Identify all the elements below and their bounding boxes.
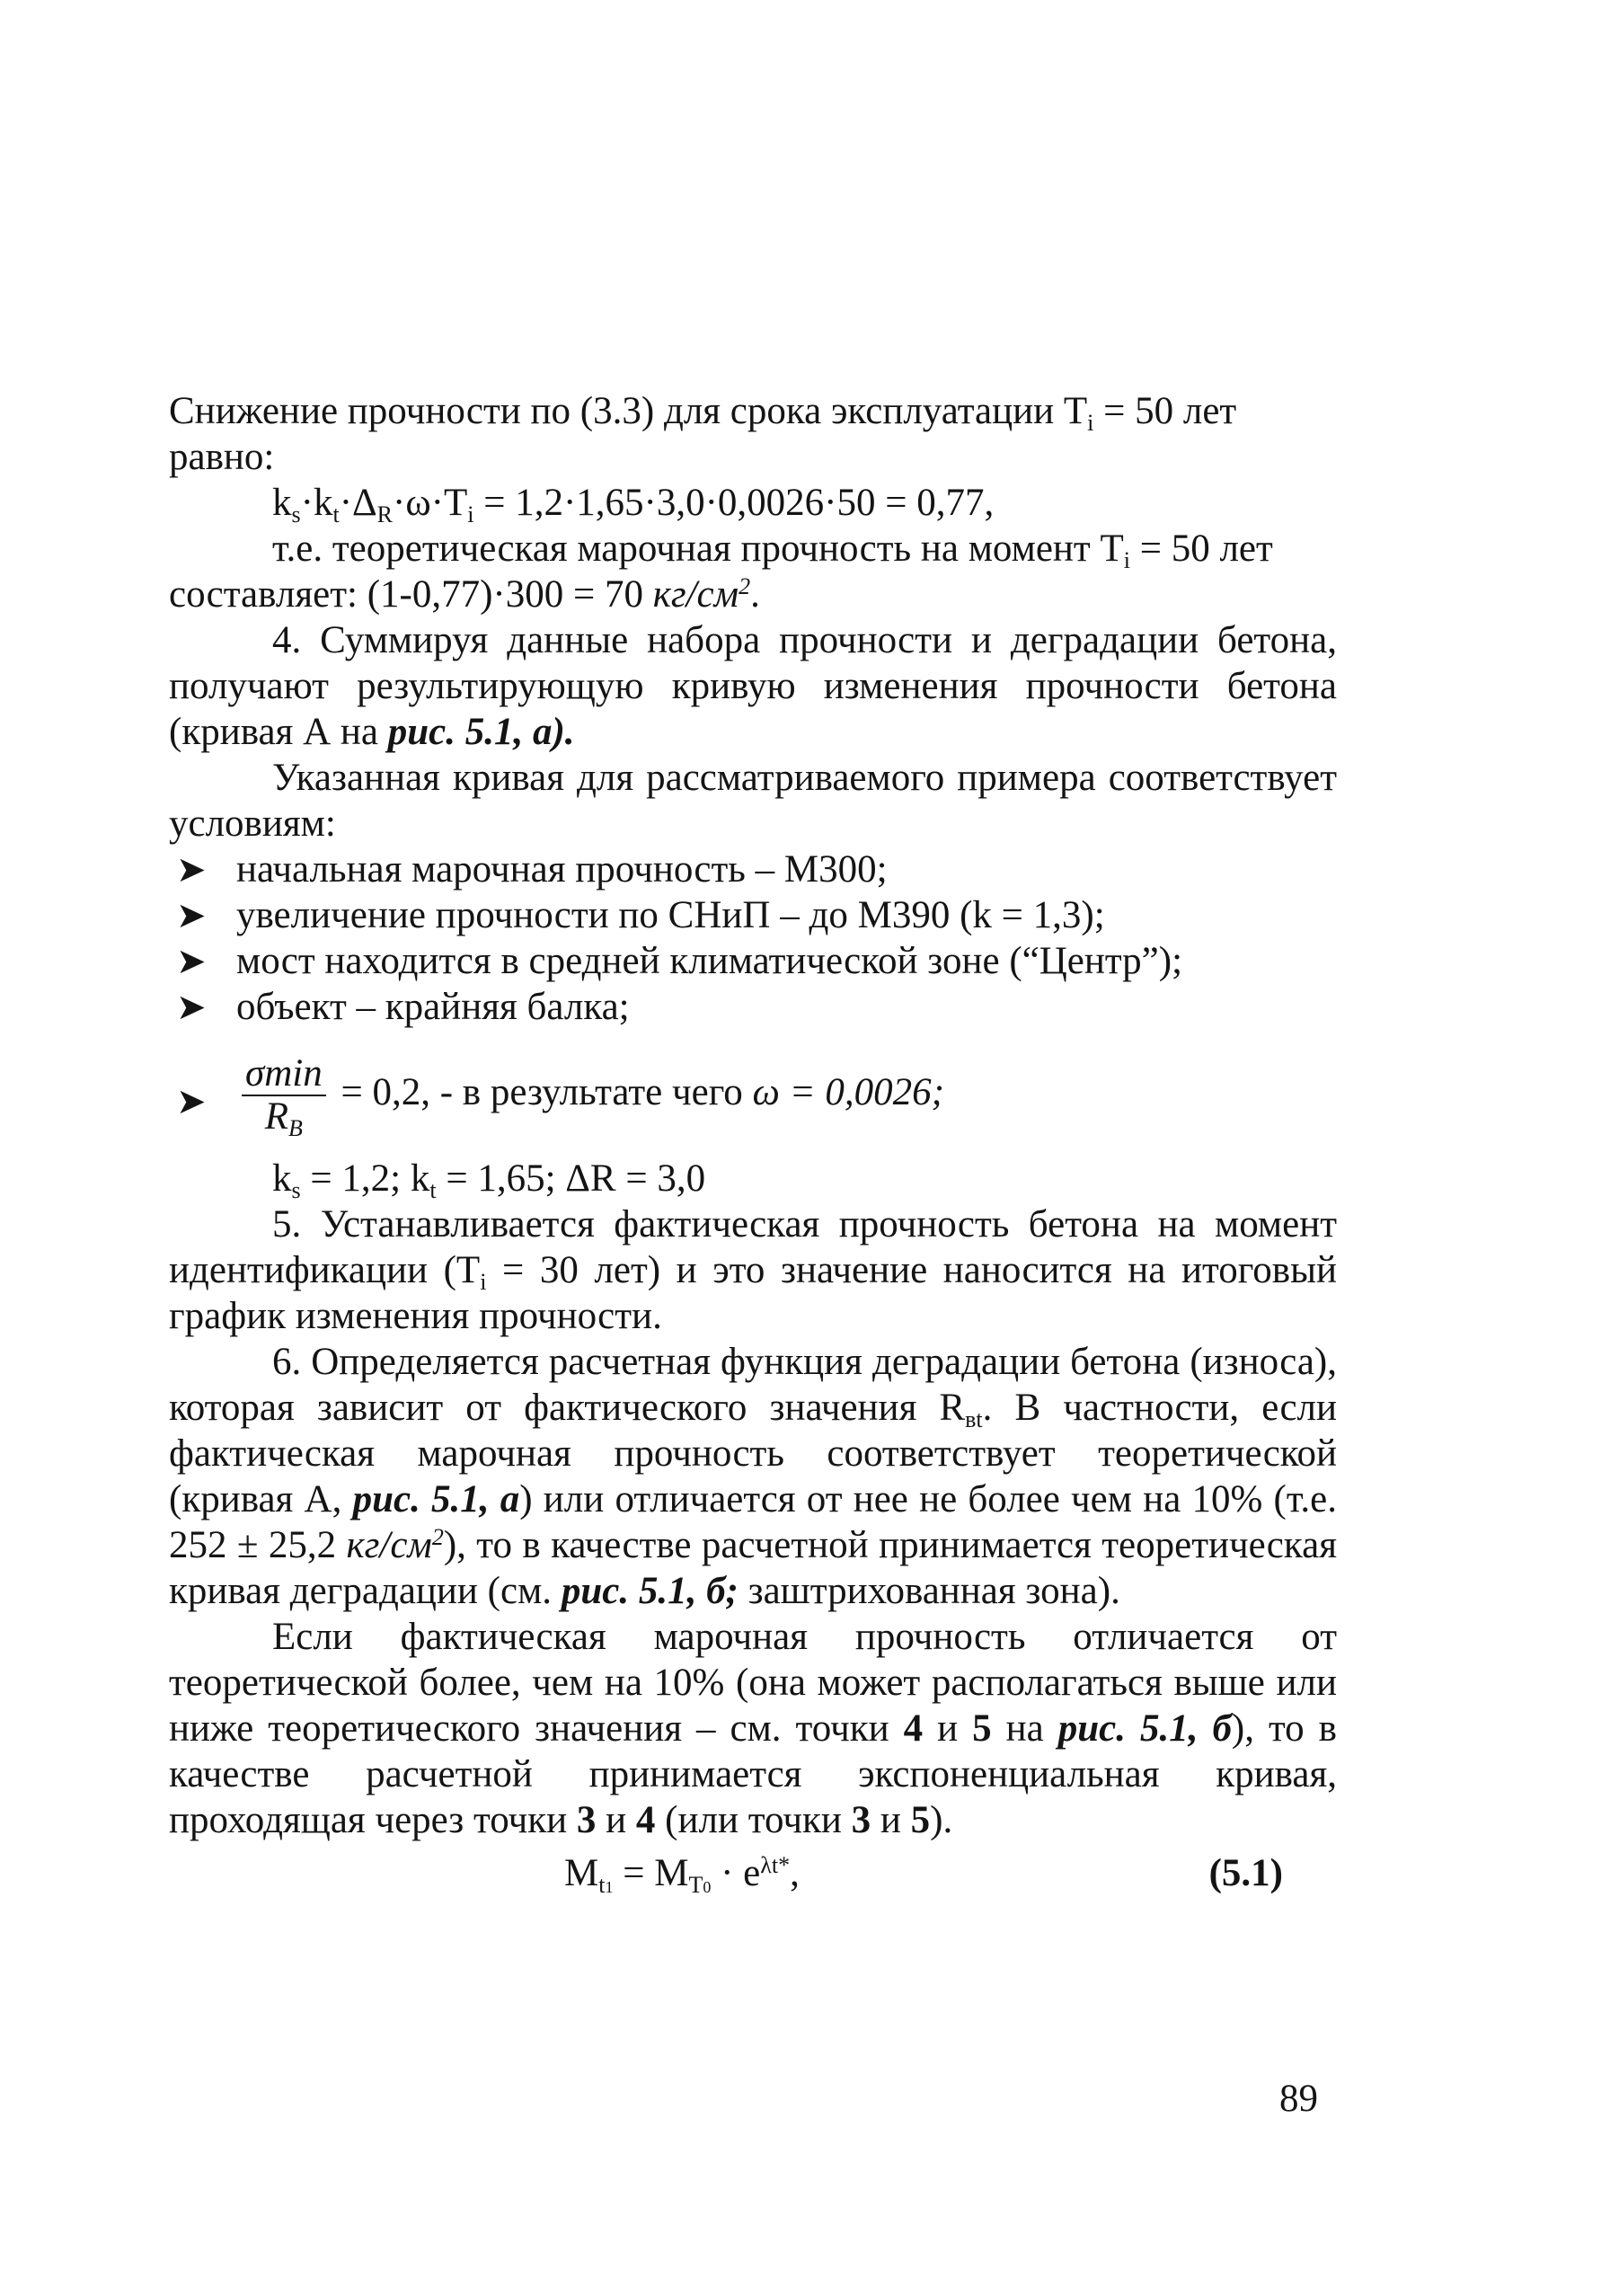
arrow-bullet-icon: ➤: [176, 895, 207, 935]
text-column: [169, 388, 1337, 1906]
paragraph-theoretical-strength: т.е. теоретическая марочная прочность на момент $T_i = 50$ лет составляет: (1-0,77)·300 = 70 $кг/см^2$.: [169, 527, 1273, 616]
list-item: ➤ начальная марочная прочность – М300;: [176, 848, 888, 891]
arrow-bullet-icon: ➤: [176, 849, 207, 890]
arrow-bullet-icon: ➤: [176, 941, 207, 981]
conditions-list: [169, 847, 1337, 1152]
paragraph-step-4: 4. Суммируя данные набора прочности и деградации бетона, получают результирующую кривую изменения прочности бетона (кривая А на рис. 5.1, а).: [169, 619, 1337, 753]
equation-number: (5.1): [1208, 1852, 1283, 1894]
paragraph-exponential-curve: Если фактическая марочная прочность отличается от теоретической более, чем на 10% (она может располагаться выше или ниже теоретического значения – см. точки 4 и 5 на рис. 5.1, б), то в качестве расчетной принимается экспоненциальная кривая, проходящая через точки 3 и 4 (или точки 3 и 5).: [169, 1616, 1337, 1841]
arrow-bullet-icon: ➤: [176, 987, 207, 1027]
list-item: ➤ мост находится в средней климатической зоне (“Центр”);: [176, 940, 1183, 982]
paragraph-step-5: 5. Устанавливается фактическая прочность бетона на момент идентификации ($T_i = 30$ лет) и это значение наносится на итоговый график изменения прочности.: [169, 1203, 1337, 1337]
formula-coefficients: $k_s = 1,2$; $k_t = 1,65$; ΔR = 3,0: [272, 1157, 706, 1203]
list-item: ➤ объект – крайняя балка;: [176, 986, 630, 1028]
equation-5-1: [169, 1843, 1337, 1906]
arrow-bullet-icon: ➤: [176, 1081, 207, 1121]
equation-formula: $M_{t1} = M_{T0} \cdot e^{\lambda t*}$,: [564, 1852, 800, 1898]
fraction-sigma-over-r: $\frac{\sigma\min}{R_В}$: [242, 1053, 326, 1138]
list-item: ➤ увеличение прочности по СНиП – до М390 (k = 1,3);: [176, 894, 1105, 936]
paragraph-curve-conditions: Указанная кривая для рассматриваемого примера соответствует условиям:: [169, 757, 1337, 845]
paragraph-step-6: 6. Определяется расчетная функция деградации бетона (износа), которая зависит от фактического значения $R_{вt}$. В частности, если фактическая марочная прочность соответствует теоретической (кривая А, рис. 5.1, а) или отличается от нее не более чем на 10% (т.е. 252 ± 25,2 $кг/см^2$), то в качестве расчетной принимается теоретическая кривая деградации (см. рис. 5.1, б; заштрихованная зона).: [169, 1341, 1338, 1612]
paragraph-strength-reduction: Снижение прочности по (3.3) для срока эксплуатации $T_i = 50$ лет равно:: [169, 390, 1237, 478]
list-item: ➤ $\frac{\sigma\min}{R_В}$ = 0,2, - в результате чего ω = 0,0026;: [176, 1052, 944, 1141]
formula-reduction: $k_s\cdot k_t\cdot\Delta_R\cdot\omega\cdot T_i = 1,2\cdot 1,65\cdot 3,0\cdot 0,0026\cdot 50 = 0,77$,: [272, 482, 995, 527]
page-number: 89: [1279, 2078, 1318, 2120]
